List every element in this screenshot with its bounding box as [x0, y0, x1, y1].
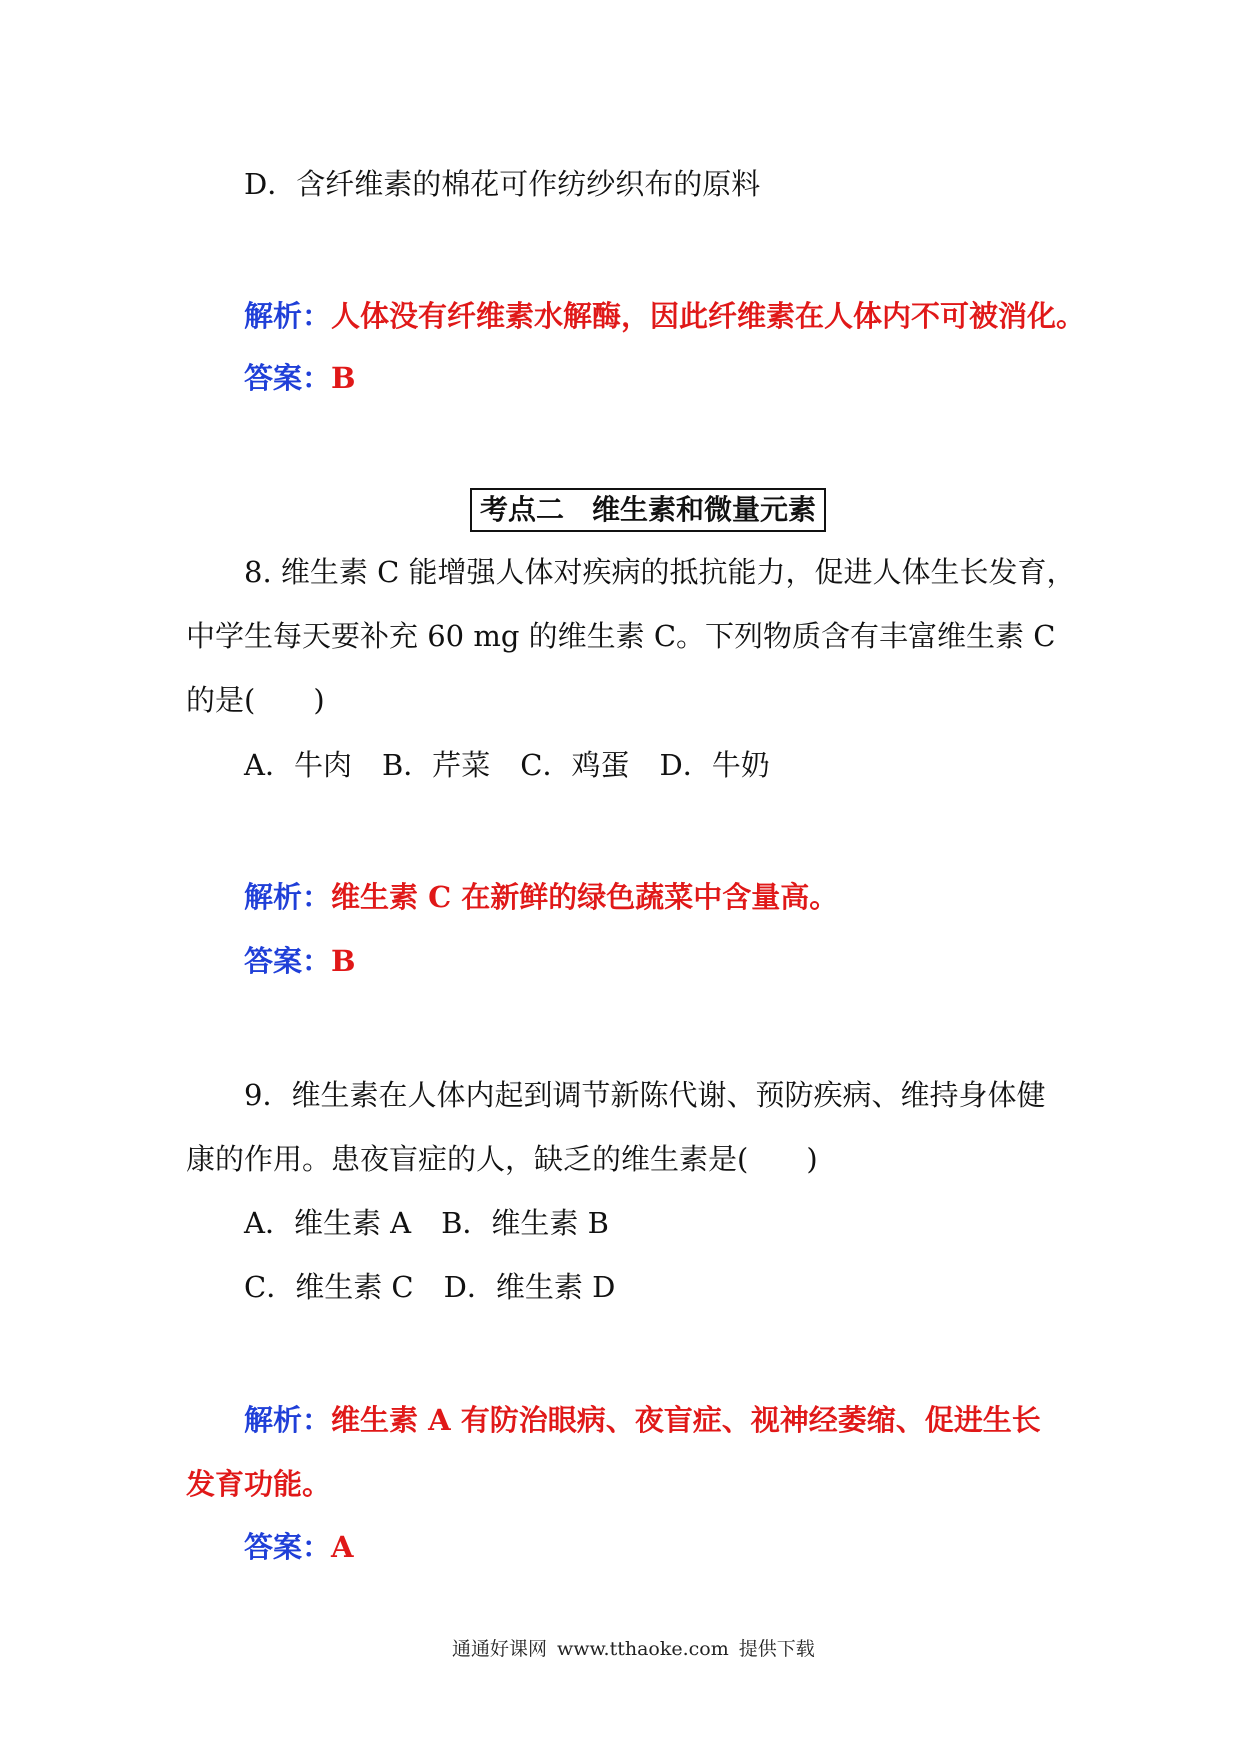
q9-analysis-line1	[244, 1400, 1041, 1440]
q9-answer	[244, 1527, 354, 1567]
analysis-label: 解析：	[244, 299, 332, 333]
q8-analysis	[244, 877, 838, 917]
q8-option-c: C．鸡蛋	[520, 748, 630, 782]
answer-label: 答案：	[244, 1530, 332, 1564]
q7-analysis	[244, 296, 1085, 336]
q8-stem-line2: 中学生每天要补充 60 mg 的维生素 C。下列物质含有丰富维生素 C	[186, 619, 1056, 653]
section-label: 考点二	[480, 493, 565, 526]
q8-answer	[244, 941, 356, 981]
analysis-label: 解析：	[244, 1403, 332, 1437]
analysis-text: 人体没有纤维素水解酶，因此纤维素在人体内不可被消化。	[331, 299, 1086, 333]
q8-stem-line3: 的是( )	[186, 683, 325, 717]
q9-option-b: B．维生素 B	[441, 1206, 609, 1240]
q8-option-a: A．牛肉	[244, 748, 352, 782]
analysis-text: 维生素 A 有防治眼病、夜盲症、视神经萎缩、促进生长	[331, 1403, 1041, 1437]
section-heading-box	[470, 488, 826, 532]
q9-option-a: A．维生素 A	[244, 1206, 412, 1240]
answer-label: 答案：	[244, 944, 332, 978]
q9-stem-line2: 康的作用。患夜盲症的人，缺乏的维生素是( )	[186, 1142, 818, 1176]
footer-site-name: 通通好课网	[452, 1638, 548, 1660]
q9-options-row1	[244, 1203, 639, 1243]
answer-label: 答案：	[244, 361, 332, 395]
footer-suffix: 提供下载	[738, 1638, 815, 1660]
answer-value: A	[331, 1530, 354, 1564]
q9-stem-line1: 9．维生素在人体内起到调节新陈代谢、预防疾病、维持身体健	[244, 1078, 1046, 1112]
page-footer	[452, 1636, 815, 1662]
section-title: 维生素和微量元素	[592, 493, 817, 526]
q8-option-b: B．芹菜	[381, 748, 491, 782]
q9-analysis-line2	[186, 1464, 331, 1504]
analysis-text-continued: 发育功能。	[186, 1467, 332, 1501]
footer-url[interactable]: www.tthaoke.com	[557, 1638, 729, 1660]
answer-value: B	[331, 361, 356, 395]
q7-answer	[244, 358, 356, 398]
analysis-label: 解析：	[244, 880, 332, 914]
q9-option-c: C．维生素 C	[244, 1270, 414, 1304]
q9-options-row2	[244, 1267, 645, 1307]
q7-option-d: D．含纤维素的棉花可作纺纱织布的原料	[244, 167, 761, 201]
q8-stem-line1: 8. 维生素 C 能增强人体对疾病的抵抗能力，促进人体生长发育，	[244, 555, 1076, 589]
q8-options	[244, 745, 800, 785]
q8-option-d: D．牛奶	[659, 748, 770, 782]
analysis-text: 维生素 C 在新鲜的绿色蔬菜中含量高。	[331, 880, 839, 914]
q9-option-d: D．维生素 D	[443, 1270, 616, 1304]
answer-value: B	[331, 944, 356, 978]
